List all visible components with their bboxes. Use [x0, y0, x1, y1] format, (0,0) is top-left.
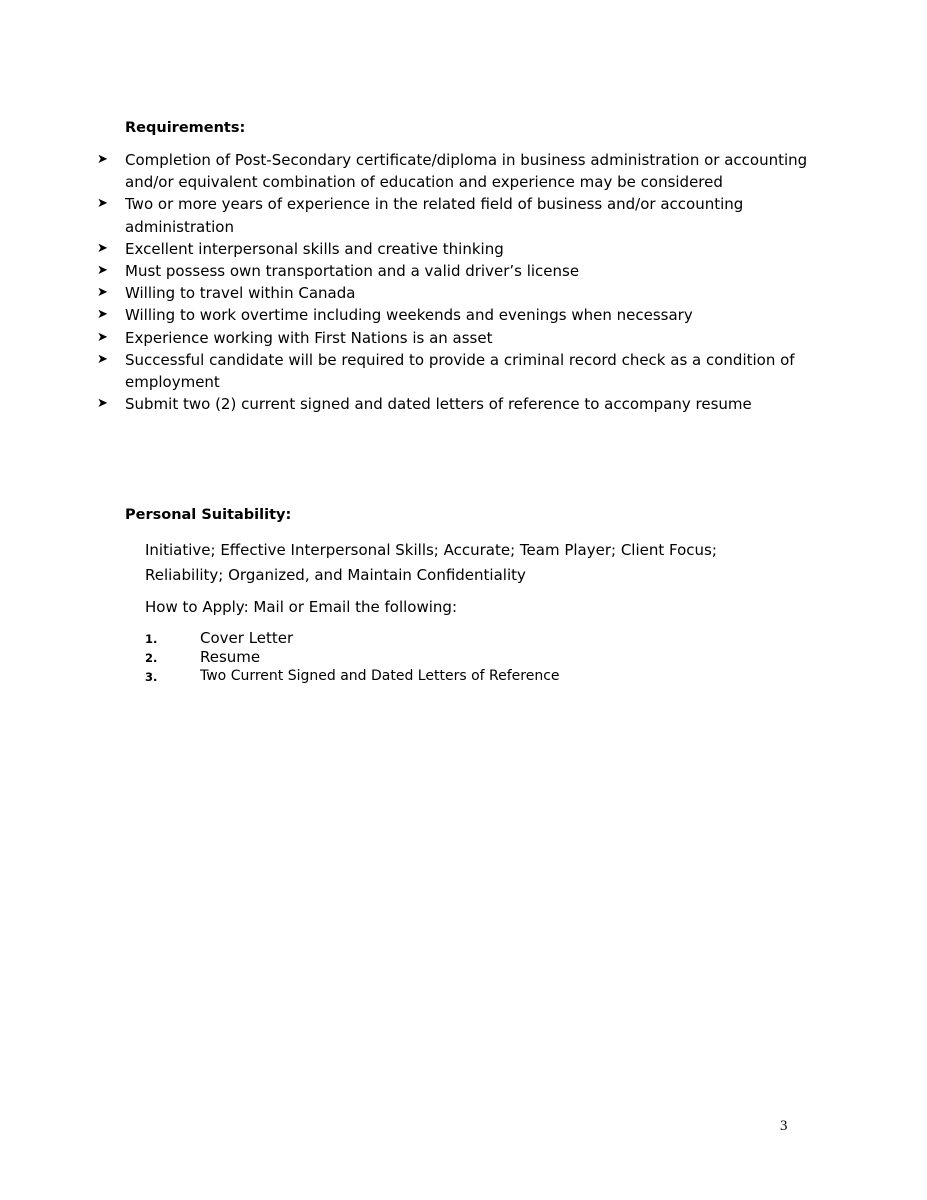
- arrowhead-bullet-icon: ➤: [97, 152, 108, 167]
- application-steps-list: [145, 629, 765, 686]
- step-number: 1.: [145, 632, 158, 646]
- arrowhead-bullet-icon: ➤: [97, 329, 108, 345]
- personal-suitability-section: [145, 538, 765, 686]
- list-item: [97, 327, 817, 349]
- arrowhead-bullet-icon: ➤: [97, 307, 108, 323]
- arrowhead-bullet-icon: ➤: [97, 263, 108, 279]
- requirement-text: Excellent interpersonal skills and creative thinking: [125, 239, 504, 258]
- requirement-text: Willing to travel within Canada: [125, 284, 356, 303]
- list-item: [97, 238, 817, 260]
- requirements-heading: Requirements:: [125, 120, 246, 136]
- list-item: [145, 667, 765, 686]
- suitability-line-2: Reliability; Organized, and Maintain Confidentiality: [145, 565, 526, 584]
- list-item: [97, 282, 817, 304]
- list-item: [97, 260, 817, 282]
- list-item: [145, 648, 765, 667]
- arrowhead-bullet-icon: ➤: [97, 285, 108, 301]
- requirement-text: Submit two (2) current signed and dated letters of reference to accompany resume: [125, 395, 752, 414]
- step-number: 2.: [145, 651, 158, 665]
- step-number: 3.: [145, 670, 158, 684]
- list-item: [97, 393, 817, 415]
- list-item: [97, 304, 817, 326]
- arrowhead-bullet-icon: ➤: [97, 196, 108, 212]
- how-to-apply-text: How to Apply: Mail or Email the following:: [145, 598, 458, 616]
- page-number: 3: [780, 1118, 788, 1134]
- requirement-text: Two or more years of experience in the related field of business and/or accounting administration: [125, 195, 744, 236]
- requirement-text: Experience working with First Nations is an asset: [125, 328, 493, 347]
- step-label: Two Current Signed and Dated Letters of Reference: [200, 668, 560, 684]
- step-label: Cover Letter: [200, 629, 294, 647]
- requirement-text: Successful candidate will be required to provide a criminal record check as a condition of employment: [125, 350, 795, 392]
- requirement-text: Must possess own transportation and a valid driver’s license: [125, 262, 580, 281]
- arrowhead-bullet-icon: ➤: [97, 396, 108, 412]
- list-item: [97, 193, 817, 237]
- list-item: [97, 149, 817, 193]
- list-item: [145, 629, 765, 648]
- requirements-list: [97, 149, 817, 415]
- suitability-line-1: Initiative; Effective Interpersonal Skills; Accurate; Team Player; Client Focus;: [145, 541, 717, 559]
- personal-suitability-heading: Personal Suitability:: [125, 507, 292, 523]
- list-item: [97, 349, 817, 393]
- requirement-text: Willing to work overtime including weekends and evenings when necessary: [125, 306, 693, 325]
- step-label: Resume: [200, 648, 261, 666]
- arrowhead-bullet-icon: ➤: [97, 240, 108, 256]
- arrowhead-bullet-icon: ➤: [97, 351, 108, 367]
- requirement-text: Completion of Post-Secondary certificate/diploma in business administration or accounting and/or equivalent combination of education and experience may be considered: [125, 151, 808, 192]
